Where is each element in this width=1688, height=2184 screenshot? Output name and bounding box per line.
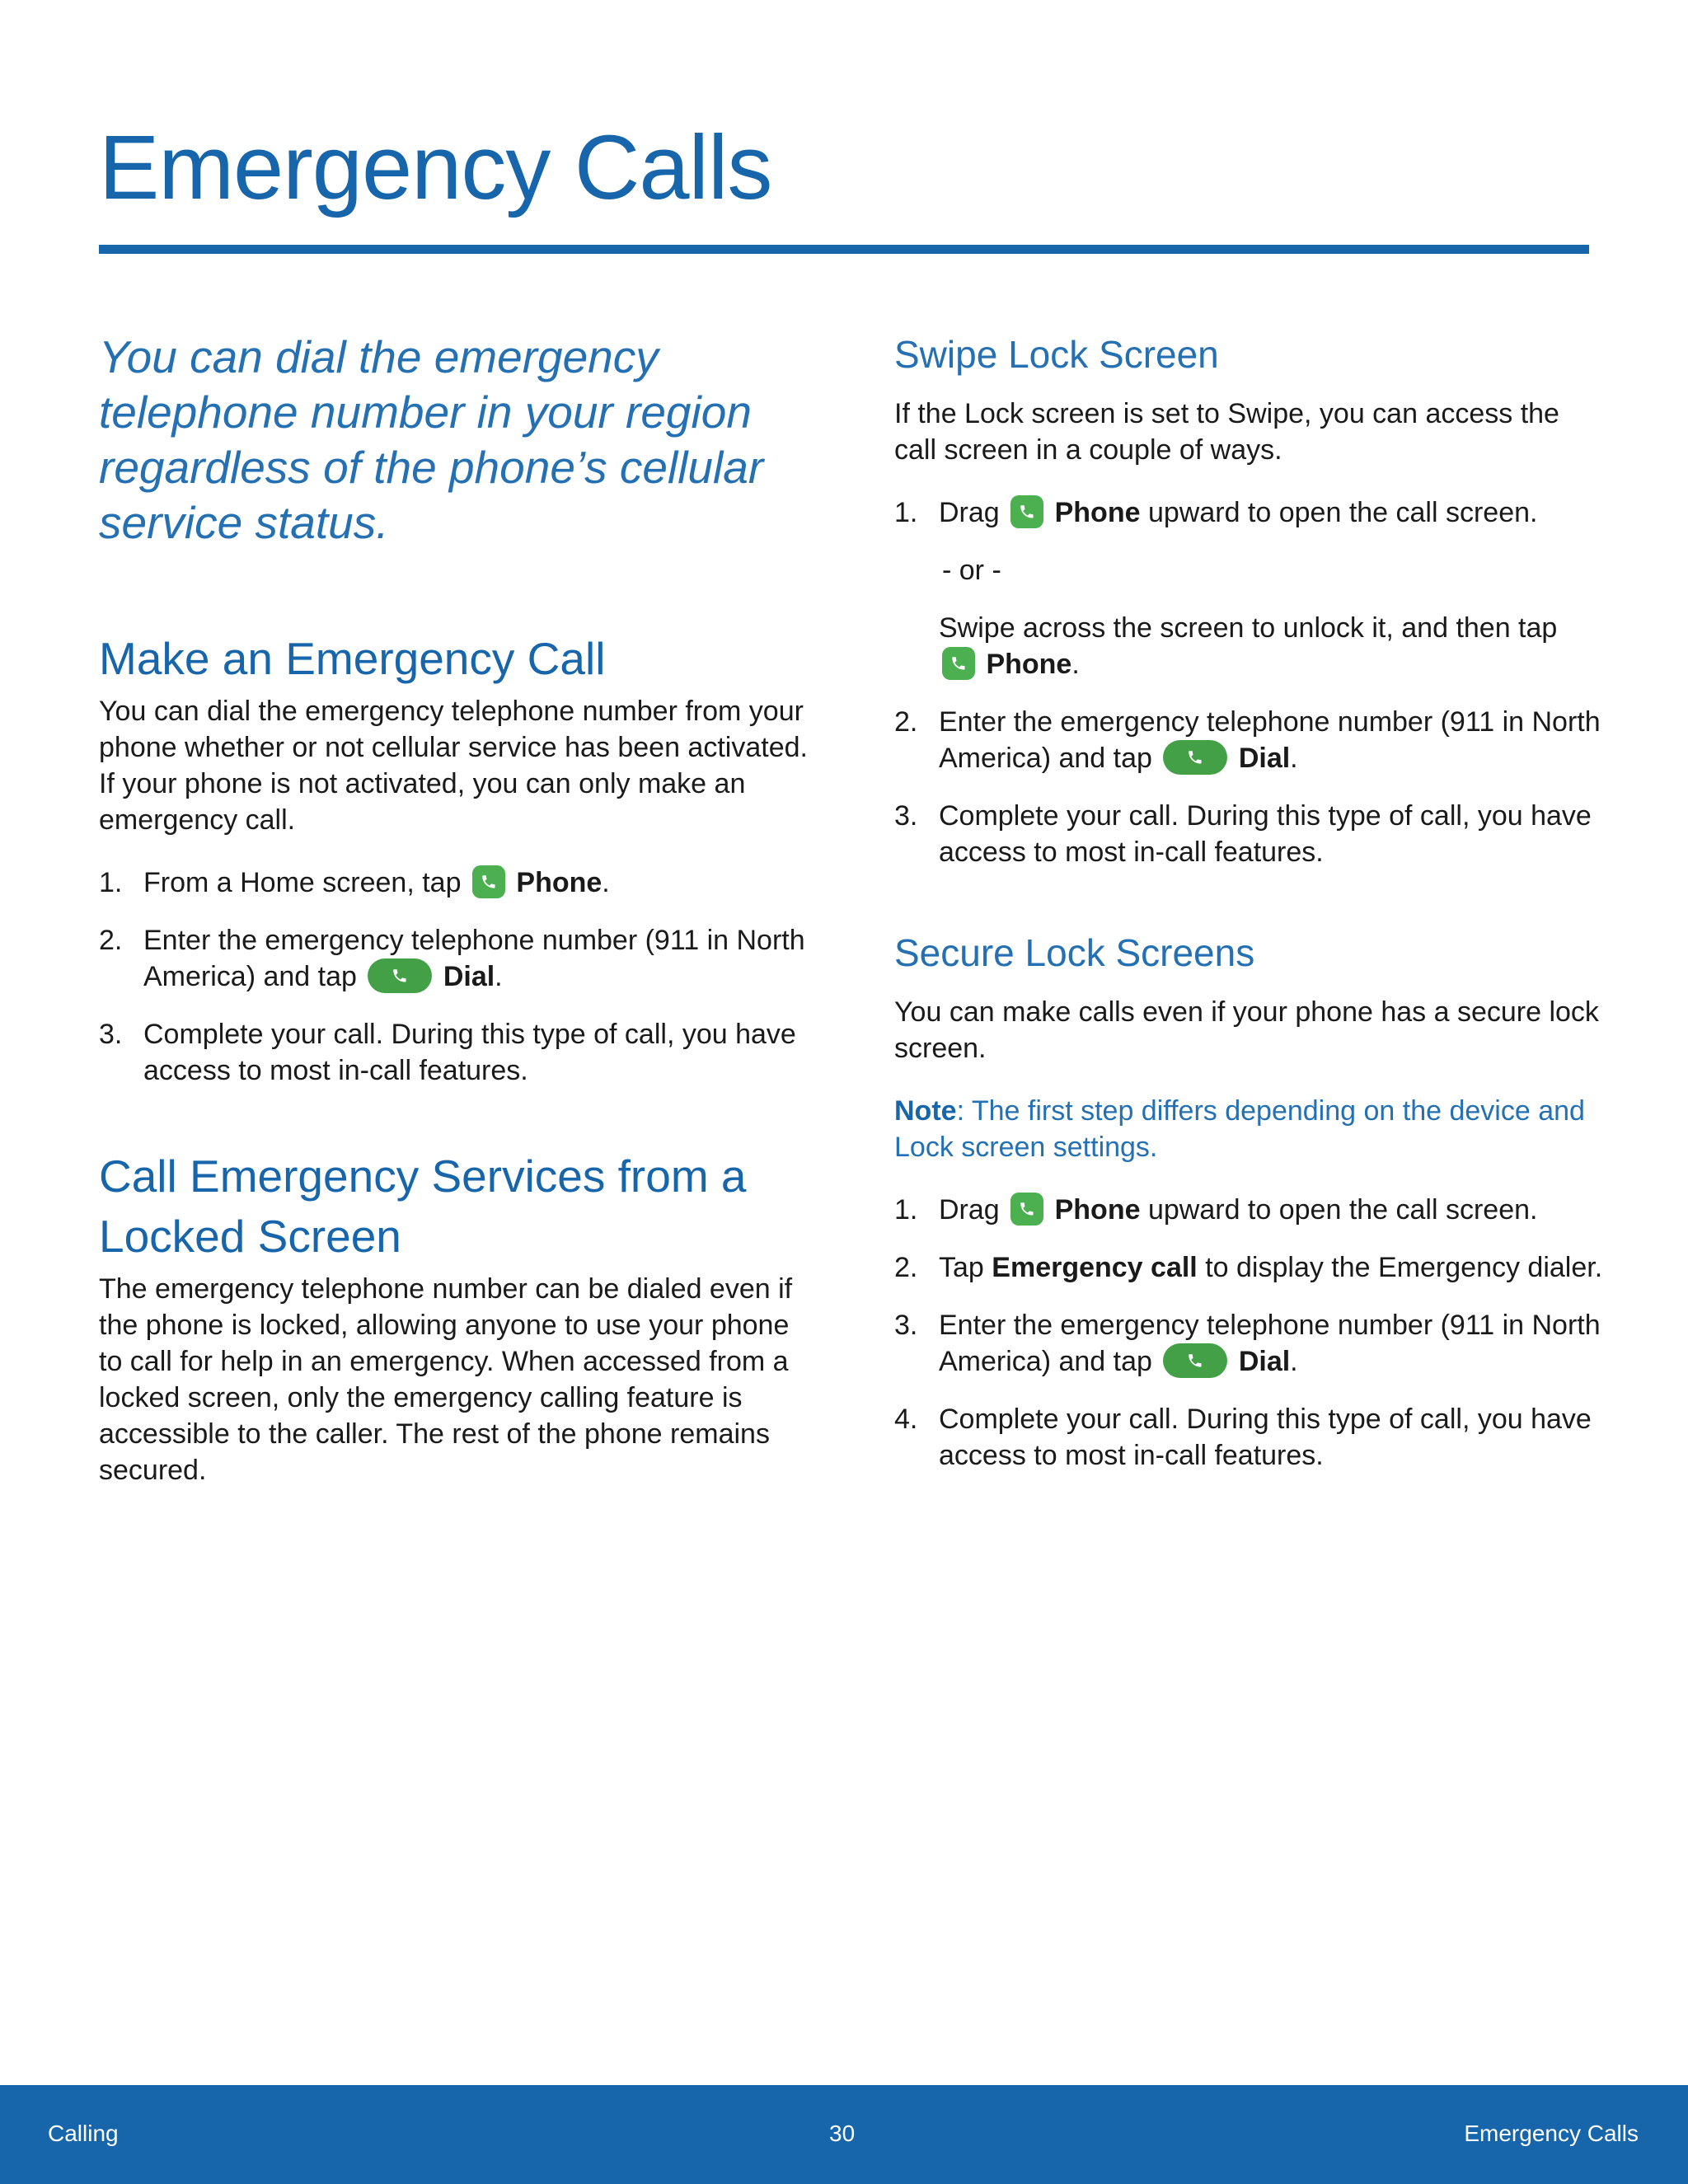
list-item <box>894 1401 1603 1474</box>
note <box>894 1093 1603 1165</box>
step-post: . <box>495 961 503 992</box>
secure-lock-section <box>894 928 1603 1474</box>
step-text: Drag <box>939 497 1000 528</box>
heading-make-emergency-call: Make an Emergency Call <box>99 633 606 684</box>
list-item <box>99 1016 808 1089</box>
step-number: 1. <box>894 497 918 528</box>
step-text: Drag <box>939 1194 1000 1226</box>
step-number: 2. <box>894 1252 918 1283</box>
swipe-body: If the Lock screen is set to Swipe, you can access the call screen in a couple of ways. <box>894 398 1559 466</box>
footer-chapter-label: Emergency Calls <box>1464 2121 1639 2146</box>
step-text: Complete your call. During this type of call, you have access to most in-call features. <box>143 1019 796 1086</box>
secure-body: You can make calls even if your phone has a secure lock screen. <box>894 996 1599 1064</box>
step-number: 1. <box>99 867 123 898</box>
heading-locked-screen: Call Emergency Services from a Locked Screen <box>99 1151 747 1262</box>
make-call-steps <box>99 865 808 1089</box>
list-item <box>894 1192 1603 1228</box>
step-bold: Phone <box>1054 497 1141 528</box>
step-number: 2. <box>894 706 918 738</box>
note-label: Note <box>894 1095 957 1127</box>
phone-app-icon <box>472 865 505 898</box>
step-text: Enter the emergency telephone number (911 in North America) and tap <box>143 925 805 992</box>
step-number: 1. <box>894 1194 918 1226</box>
make-call-body: You can dial the emergency telephone number from your phone whether or not cellular service has been activated. If your phone is not activated, you can only make an emergency call. <box>99 696 808 836</box>
step-bold: Phone <box>1054 1194 1141 1226</box>
step-text: Complete your call. During this type of call, you have access to most in-call features. <box>939 1404 1592 1471</box>
heading-secure-lock-screens: Secure Lock Screens <box>894 931 1255 974</box>
step-text: Complete your call. During this type of call, you have access to most in-call features. <box>939 800 1592 868</box>
right-column <box>894 330 1603 1495</box>
list-item <box>894 704 1603 776</box>
list-item <box>894 1307 1603 1380</box>
dial-button-icon <box>368 958 432 993</box>
footer-section-label: Calling <box>48 2121 119 2146</box>
phone-app-icon <box>1010 495 1043 528</box>
step-text: Enter the emergency telephone number (911 in North America) and tap <box>939 1310 1601 1377</box>
note-text: : The first step differs depending on the device and Lock screen settings. <box>894 1095 1585 1163</box>
step-text: From a Home screen, tap <box>143 867 462 898</box>
step-post: upward to open the call screen. <box>1147 1194 1538 1226</box>
list-item <box>894 494 1603 682</box>
step-number: 4. <box>894 1404 918 1435</box>
step-alt-post: . <box>1071 649 1080 680</box>
step-post: upward to open the call screen. <box>1147 497 1538 528</box>
step-bold: Emergency call <box>992 1252 1198 1283</box>
page-footer <box>0 2085 1688 2184</box>
phone-app-icon <box>942 647 975 680</box>
step-number: 3. <box>894 800 918 832</box>
page-title: Emergency Calls <box>99 117 772 218</box>
step-bold: Phone <box>516 867 603 898</box>
secure-steps <box>894 1192 1603 1474</box>
step-text: Tap <box>939 1252 984 1283</box>
step-alt-bold: Phone <box>986 649 1072 680</box>
intro-text: You can dial the emergency telephone number in your region regardless of the phone’s cellular service status. <box>99 331 764 548</box>
or-separator: - or - <box>942 555 1001 586</box>
dial-button-icon <box>1163 1343 1227 1378</box>
step-number: 2. <box>99 925 123 956</box>
step-text: Enter the emergency telephone number (911 in North America) and tap <box>939 706 1601 774</box>
left-column <box>99 330 808 1515</box>
swipe-steps <box>894 494 1603 870</box>
phone-app-icon <box>1010 1193 1043 1226</box>
list-item <box>894 798 1603 870</box>
page-number: 30 <box>829 2121 856 2146</box>
step-post: . <box>602 867 610 898</box>
heading-swipe-lock-screen: Swipe Lock Screen <box>894 333 1219 376</box>
locked-screen-body: The emergency telephone number can be dialed even if the phone is locked, allowing anyone to use your phone to call for help in an emergency. When accessed from a locked screen, only the emergency calling feature is accessible to the caller. The rest of the phone remains secured. <box>99 1273 793 1486</box>
step-bold: Dial <box>443 961 495 992</box>
step-bold: Dial <box>1238 1346 1291 1377</box>
step-number: 3. <box>894 1310 918 1341</box>
step-number: 3. <box>99 1019 123 1050</box>
step-bold: Dial <box>1238 743 1291 774</box>
locked-screen-section <box>99 1146 808 1488</box>
dial-button-icon <box>1163 740 1227 775</box>
step-post: to display the Emergency dialer. <box>1205 1252 1603 1283</box>
step-post: . <box>1290 743 1298 774</box>
list-item <box>99 865 808 901</box>
list-item <box>99 922 808 995</box>
step-alt-pre: Swipe across the screen to unlock it, and then tap <box>939 612 1558 644</box>
step-alt-text <box>939 610 1603 682</box>
step-post: . <box>1290 1346 1298 1377</box>
title-rule <box>99 245 1589 254</box>
list-item <box>894 1249 1603 1286</box>
